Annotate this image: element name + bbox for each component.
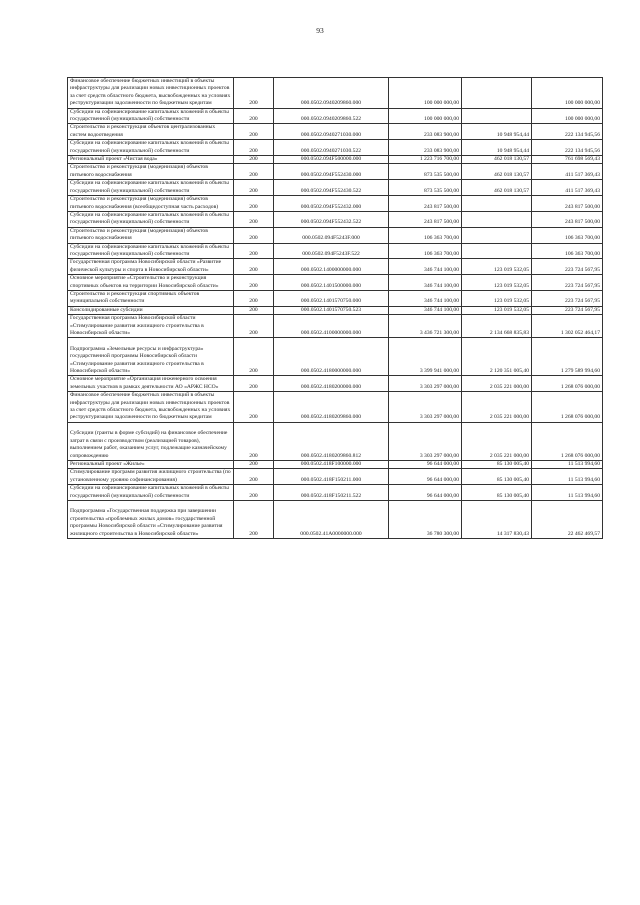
- row-type-cell: 200: [234, 196, 274, 212]
- table-row: [68, 227, 603, 243]
- row-remaining-amount-cell: 222 134 945,56: [532, 140, 603, 156]
- row-name-cell: Субсидии на софинансирование капитальных вложений в объекты государственной (муниципальной) собственности: [68, 211, 234, 227]
- row-name-cell: Финансовое обеспечение бюджетных инвестиций в объекты инфраструктуры для реализации новых инвестиционных проектов за счет средств областного бюджета, высвобожденных на условиях реструктуризации задолженности по бюджетным кредитам: [68, 78, 234, 109]
- row-type-cell: 200: [234, 469, 274, 485]
- row-executed-amount-cell: 2 035 221 000,00: [462, 392, 532, 423]
- row-remaining-amount-cell: 1 268 076 000,00: [532, 376, 603, 392]
- row-approved-amount-cell: 233 083 900,00: [389, 140, 462, 156]
- row-type-cell: 200: [234, 124, 274, 140]
- table-row: [68, 211, 603, 227]
- row-executed-amount-cell: 2 134 668 835,83: [462, 315, 532, 338]
- row-code-cell: 000.0502.418F150211.522: [274, 485, 389, 501]
- row-name-cell: Субсидии (гранты в форме субсидий) на финансовое обеспечение затрат в связи с производством (реализацией товаров), выполнением работ, оказанием услуг, подлежащие казначейскому сопровождению: [68, 422, 234, 460]
- row-name-cell: Основное мероприятие «Строительство и реконструкция спортивных объектов на территории Новосибирской области»: [68, 275, 234, 291]
- row-code-cell: 000.0502.4180209860.000: [274, 392, 389, 423]
- row-code-cell: 000.0502.1401500000.000: [274, 275, 389, 291]
- row-executed-amount-cell: [462, 196, 532, 212]
- row-executed-amount-cell: 462 018 130,57: [462, 180, 532, 196]
- row-approved-amount-cell: 873 535 500,00: [389, 164, 462, 180]
- row-approved-amount-cell: 96 644 000,00: [389, 485, 462, 501]
- row-executed-amount-cell: 85 130 005,40: [462, 460, 532, 468]
- row-name-cell: Субсидии на софинансирование капитальных вложений в объекты государственной (муниципальной) собственности: [68, 180, 234, 196]
- row-remaining-amount-cell: 22 462 469,57: [532, 500, 603, 538]
- row-code-cell: 000.0502.0940271030.522: [274, 140, 389, 156]
- row-approved-amount-cell: 3 399 941 000,00: [389, 338, 462, 376]
- table-row: [68, 469, 603, 485]
- table-row: [68, 376, 603, 392]
- row-executed-amount-cell: 123 019 532,05: [462, 290, 532, 306]
- row-type-cell: 200: [234, 306, 274, 314]
- row-code-cell: 000.0502.094F500000.000: [274, 156, 389, 164]
- row-name-cell: Основное мероприятие «Организация инженерного освоения земельных участков в рамках деятельности АО «АРЖС НСО»: [68, 376, 234, 392]
- row-type-cell: 200: [234, 422, 274, 460]
- row-type-cell: 200: [234, 460, 274, 468]
- row-name-cell: Региональный проект «Жилье»: [68, 460, 234, 468]
- row-approved-amount-cell: 243 817 500,00: [389, 196, 462, 212]
- row-name-cell: Строительство и реконструкция спортивных объектов муниципальной собственности: [68, 290, 234, 306]
- budget-table-body: [68, 78, 603, 539]
- row-type-cell: 200: [234, 140, 274, 156]
- row-executed-amount-cell: 10 948 954,44: [462, 140, 532, 156]
- row-remaining-amount-cell: 411 517 369,43: [532, 180, 603, 196]
- row-type-cell: 200: [234, 392, 274, 423]
- table-row: [68, 259, 603, 275]
- row-name-cell: Строительство и реконструкция (модернизация) объектов питьевого водоснабжения: [68, 164, 234, 180]
- row-executed-amount-cell: 2 035 221 000,00: [462, 376, 532, 392]
- row-type-cell: 200: [234, 164, 274, 180]
- table-row: [68, 78, 603, 109]
- row-remaining-amount-cell: 223 724 567,95: [532, 275, 603, 291]
- table-row: [68, 485, 603, 501]
- row-type-cell: 200: [234, 180, 274, 196]
- row-approved-amount-cell: 36 780 300,00: [389, 500, 462, 538]
- row-approved-amount-cell: 3 303 297 000,00: [389, 376, 462, 392]
- row-remaining-amount-cell: 243 817 500,00: [532, 196, 603, 212]
- row-code-cell: 000.0502.094F552432.000: [274, 196, 389, 212]
- row-type-cell: 200: [234, 275, 274, 291]
- row-executed-amount-cell: 85 130 005,40: [462, 469, 532, 485]
- row-approved-amount-cell: 3 303 297 000,00: [389, 422, 462, 460]
- row-remaining-amount-cell: 223 724 567,95: [532, 306, 603, 314]
- row-name-cell: Строительство и реконструкция (модернизация) объектов питьевого водоснабжения (всеобщедоступная часть расходов): [68, 196, 234, 212]
- row-name-cell: Государственная программа Новосибирской области «Стимулирование развития жилищного строительства в Новосибирской области»: [68, 315, 234, 338]
- table-row: [68, 290, 603, 306]
- row-code-cell: 000.0502.1400000000.000: [274, 259, 389, 275]
- row-approved-amount-cell: 96 644 000,00: [389, 460, 462, 468]
- table-row: [68, 140, 603, 156]
- row-name-cell: Строительство и реконструкция объектов централизованных систем водоотведения: [68, 124, 234, 140]
- row-approved-amount-cell: 100 000 000,00: [389, 108, 462, 124]
- row-executed-amount-cell: 123 019 532,05: [462, 259, 532, 275]
- row-name-cell: Субсидии на софинансирование капитальных вложений в объекты государственной (муниципальной) собственности: [68, 243, 234, 259]
- row-name-cell: Региональный проект «Чистая вода»: [68, 156, 234, 164]
- table-row: [68, 460, 603, 468]
- row-approved-amount-cell: 243 817 500,00: [389, 211, 462, 227]
- row-code-cell: 000.0502.094F552432.522: [274, 211, 389, 227]
- row-approved-amount-cell: 346 744 100,00: [389, 259, 462, 275]
- row-code-cell: 000.0502.094F552430.000: [274, 164, 389, 180]
- row-name-cell: Строительство и реконструкция (модернизация) объектов питьевого водоснабжения: [68, 227, 234, 243]
- row-executed-amount-cell: 2 035 221 000,00: [462, 422, 532, 460]
- row-type-cell: 200: [234, 211, 274, 227]
- row-type-cell: 200: [234, 315, 274, 338]
- row-remaining-amount-cell: 100 000 000,00: [532, 108, 603, 124]
- table-row: [68, 275, 603, 291]
- row-executed-amount-cell: 85 130 005,40: [462, 485, 532, 501]
- table-row: [68, 196, 603, 212]
- row-approved-amount-cell: 100 000 000,00: [389, 78, 462, 109]
- row-approved-amount-cell: 3 303 297 000,00: [389, 392, 462, 423]
- row-type-cell: 200: [234, 259, 274, 275]
- table-row: [68, 315, 603, 338]
- row-executed-amount-cell: [462, 78, 532, 109]
- row-approved-amount-cell: 233 083 900,00: [389, 124, 462, 140]
- row-code-cell: 000.0502.1401570750.000: [274, 290, 389, 306]
- row-name-cell: Стимулирование программ развития жилищного строительства (по установленному уровню софинансирования): [68, 469, 234, 485]
- row-code-cell: 000.0502.41A0000000.000: [274, 500, 389, 538]
- page-number: 93: [316, 26, 324, 35]
- row-executed-amount-cell: 462 018 130,57: [462, 164, 532, 180]
- row-type-cell: 200: [234, 227, 274, 243]
- table-row: [68, 243, 603, 259]
- row-remaining-amount-cell: 243 817 500,00: [532, 211, 603, 227]
- row-remaining-amount-cell: 1 268 076 000,00: [532, 422, 603, 460]
- row-code-cell: 000.0502.418F150211.000: [274, 469, 389, 485]
- row-remaining-amount-cell: 223 724 567,95: [532, 290, 603, 306]
- row-executed-amount-cell: 123 019 532,05: [462, 306, 532, 314]
- row-type-cell: 200: [234, 78, 274, 109]
- row-type-cell: 200: [234, 243, 274, 259]
- row-executed-amount-cell: [462, 211, 532, 227]
- row-type-cell: 200: [234, 500, 274, 538]
- row-code-cell: 000.0502.094F5243F.000: [274, 227, 389, 243]
- row-remaining-amount-cell: 222 134 945,56: [532, 124, 603, 140]
- row-name-cell: Государственная программа Новосибирской области «Развитие физической культуры и спорта в Новосибирской области»: [68, 259, 234, 275]
- table-row: [68, 306, 603, 314]
- row-executed-amount-cell: [462, 243, 532, 259]
- table-row: [68, 422, 603, 460]
- row-remaining-amount-cell: 1 268 076 000,00: [532, 392, 603, 423]
- row-code-cell: 000.0502.1401570750.523: [274, 306, 389, 314]
- row-remaining-amount-cell: 411 517 369,43: [532, 164, 603, 180]
- row-executed-amount-cell: 462 018 130,57: [462, 156, 532, 164]
- table-row: [68, 108, 603, 124]
- row-remaining-amount-cell: 761 698 569,43: [532, 156, 603, 164]
- row-type-cell: 200: [234, 290, 274, 306]
- row-remaining-amount-cell: 11 513 994,60: [532, 460, 603, 468]
- row-type-cell: 200: [234, 485, 274, 501]
- row-type-cell: 200: [234, 156, 274, 164]
- row-approved-amount-cell: 96 644 000,00: [389, 469, 462, 485]
- row-approved-amount-cell: 346 744 100,00: [389, 275, 462, 291]
- budget-table: [67, 77, 603, 539]
- row-name-cell: Подпрограмма «Земельные ресурсы и инфраструктура» государственной программы Новосибирской области «Стимулирование развития жилищного строительства в Новосибирской области»: [68, 338, 234, 376]
- row-approved-amount-cell: 1 223 716 700,00: [389, 156, 462, 164]
- row-type-cell: 200: [234, 108, 274, 124]
- row-approved-amount-cell: 346 744 100,00: [389, 306, 462, 314]
- row-remaining-amount-cell: 11 513 994,60: [532, 469, 603, 485]
- row-executed-amount-cell: 14 317 830,43: [462, 500, 532, 538]
- row-code-cell: 000.0502.094F552430.522: [274, 180, 389, 196]
- row-remaining-amount-cell: 11 513 994,60: [532, 485, 603, 501]
- row-name-cell: Финансовое обеспечение бюджетных инвестиций в объекты инфраструктуры для реализации новых инвестиционных проектов за счет средств областного бюджета, высвобожденных на условиях реструктуризации задолженности по бюджетным кредитам: [68, 392, 234, 423]
- row-type-cell: 200: [234, 376, 274, 392]
- table-row: [68, 156, 603, 164]
- row-name-cell: Субсидии на софинансирование капитальных вложений в объекты государственной (муниципальной) собственности: [68, 140, 234, 156]
- row-approved-amount-cell: 346 744 100,00: [389, 290, 462, 306]
- row-approved-amount-cell: 106 363 700,00: [389, 227, 462, 243]
- row-remaining-amount-cell: 106 363 700,00: [532, 227, 603, 243]
- row-code-cell: 000.0502.094F5243F.522: [274, 243, 389, 259]
- row-name-cell: Подпрограмма «Государственная поддержка при завершении строительства «проблемных жилых домов» государственной программы Новосибирской области «Стимулирование развития жилищного строительства в Новосибирской области»: [68, 500, 234, 538]
- row-remaining-amount-cell: 1 302 052 464,17: [532, 315, 603, 338]
- table-row: [68, 164, 603, 180]
- row-approved-amount-cell: 3 436 721 300,00: [389, 315, 462, 338]
- row-type-cell: 200: [234, 338, 274, 376]
- row-code-cell: 000.0502.418F100000.000: [274, 460, 389, 468]
- table-row: [68, 338, 603, 376]
- row-approved-amount-cell: 873 535 500,00: [389, 180, 462, 196]
- row-executed-amount-cell: 2 120 351 005,40: [462, 338, 532, 376]
- row-executed-amount-cell: 10 948 954,44: [462, 124, 532, 140]
- row-executed-amount-cell: [462, 108, 532, 124]
- row-remaining-amount-cell: 100 000 000,00: [532, 78, 603, 109]
- table-row: [68, 392, 603, 423]
- row-code-cell: 000.0502.0940271030.000: [274, 124, 389, 140]
- table-row: [68, 500, 603, 538]
- row-code-cell: 000.0502.4180000000.000: [274, 338, 389, 376]
- row-name-cell: Субсидии на софинансирование капитальных вложений в объекты государственной (муниципальной) собственности: [68, 485, 234, 501]
- row-code-cell: 000.0502.4100000000.000: [274, 315, 389, 338]
- row-remaining-amount-cell: 106 363 700,00: [532, 243, 603, 259]
- row-code-cell: 000.0502.4180209860.812: [274, 422, 389, 460]
- row-remaining-amount-cell: 1 279 589 994,60: [532, 338, 603, 376]
- row-remaining-amount-cell: 223 724 567,95: [532, 259, 603, 275]
- row-name-cell: Консолидированные субсидии: [68, 306, 234, 314]
- row-executed-amount-cell: [462, 227, 532, 243]
- table-row: [68, 124, 603, 140]
- table-row: [68, 180, 603, 196]
- row-executed-amount-cell: 123 019 532,05: [462, 275, 532, 291]
- row-name-cell: Субсидии на софинансирование капитальных вложений в объекты государственной (муниципальной) собственности: [68, 108, 234, 124]
- row-code-cell: 000.0502.4180200000.000: [274, 376, 389, 392]
- row-code-cell: 000.0502.0940209860.000: [274, 78, 389, 109]
- row-approved-amount-cell: 106 363 700,00: [389, 243, 462, 259]
- row-code-cell: 000.0502.0940209860.522: [274, 108, 389, 124]
